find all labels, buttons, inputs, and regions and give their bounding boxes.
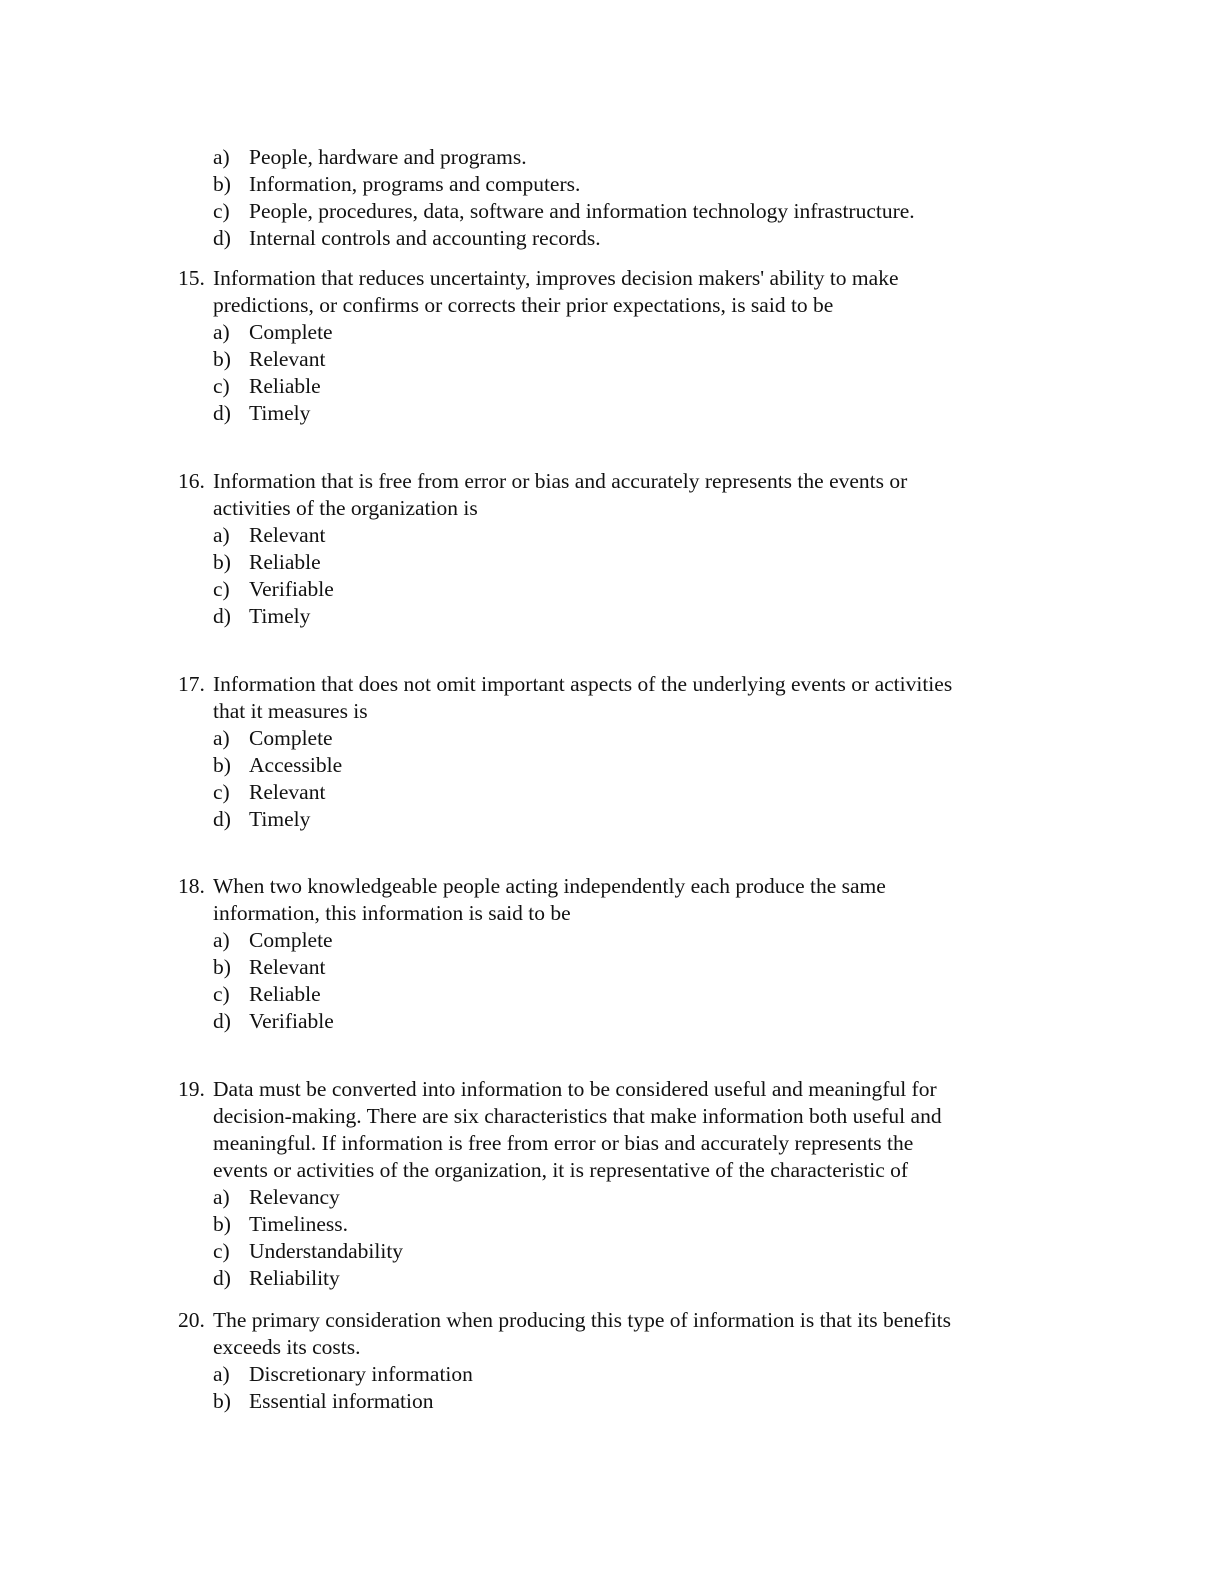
answer-option: [178, 171, 1038, 198]
option-text: Internal controls and accounting records.: [249, 226, 601, 250]
answer-option: [178, 144, 1038, 171]
option-text: Understandability: [249, 1239, 404, 1263]
option-letter: c): [213, 577, 230, 601]
question-text-line: events or activities of the organization, it is representative of the characteristic of: [213, 1158, 909, 1182]
question-text-line: Data must be converted into information to be considered useful and meaningful for: [213, 1077, 937, 1101]
option-letter: c): [213, 374, 230, 398]
option-text: Reliable: [249, 374, 321, 398]
answer-option: [178, 779, 1038, 806]
option-letter: d): [213, 226, 231, 250]
option-text: Verifiable: [249, 1009, 334, 1033]
option-letter: d): [213, 604, 231, 628]
option-text: Reliability: [249, 1266, 340, 1290]
option-letter: c): [213, 1239, 230, 1263]
question-stem: [178, 873, 1038, 927]
option-text: Verifiable: [249, 577, 334, 601]
option-letter: c): [213, 198, 249, 225]
question-text-line: Information that does not omit important aspects of the underlying events or activities: [213, 672, 953, 696]
option-text: Complete: [249, 928, 333, 952]
option-text: Essential information: [249, 1389, 434, 1413]
option-letter: a): [213, 523, 230, 547]
option-letter: b): [213, 172, 231, 196]
option-letter: d): [213, 1008, 249, 1035]
option-letter: a): [213, 928, 230, 952]
option-text: Accessible: [249, 753, 343, 777]
question-number: 17.: [178, 672, 205, 696]
question-text-line: The primary consideration when producing this type of information is that its benefits: [213, 1308, 952, 1332]
option-text: Relevancy: [249, 1185, 340, 1209]
option-letter: a): [213, 1361, 249, 1388]
option-text: Relevant: [249, 523, 326, 547]
option-text: People, hardware and programs.: [249, 145, 527, 169]
answer-option: [178, 198, 1038, 225]
answer-option: [178, 1265, 1038, 1292]
answer-option: [178, 1361, 1038, 1388]
question-17: [178, 671, 1038, 833]
answer-option: [178, 225, 1038, 252]
question-number: 15.: [178, 266, 205, 290]
question-stem: [178, 1307, 1038, 1361]
question-text-line: meaningful. If information is free from error or bias and accurately represents the: [213, 1131, 914, 1155]
question-text-line: activities of the organization is: [213, 496, 478, 520]
answer-option: [178, 1238, 1038, 1265]
question-text-line: that it measures is: [213, 699, 368, 723]
answer-option: [178, 806, 1038, 833]
option-letter: d): [213, 1265, 249, 1292]
question-stem: [178, 1076, 1038, 1184]
answer-option: [178, 927, 1038, 954]
option-text: Relevant: [249, 347, 326, 371]
question-text-line: predictions, or confirms or corrects their prior expectations, is said to be: [213, 293, 834, 317]
answer-option: [178, 373, 1038, 400]
option-text: Timely: [249, 401, 311, 425]
option-letter: a): [213, 145, 230, 169]
option-letter: b): [213, 1212, 231, 1236]
question-19: [178, 1076, 1038, 1292]
answer-option: [178, 954, 1038, 981]
option-text: People, procedures, data, software and information technology infrastructure.: [249, 199, 915, 223]
question-text-line: Information that is free from error or bias and accurately represents the events or: [213, 469, 908, 493]
option-text: Timeliness.: [249, 1212, 348, 1236]
answer-option: [178, 1008, 1038, 1035]
question-text-line: decision-making. There are six characteristics that make information both useful and: [213, 1104, 942, 1128]
answer-option: [178, 752, 1038, 779]
question-14-options: [178, 144, 1038, 252]
answer-option: [178, 400, 1038, 427]
option-text: Complete: [249, 320, 333, 344]
question-16: [178, 468, 1038, 630]
answer-option: [178, 346, 1038, 373]
question-text-line: exceeds its costs.: [213, 1335, 361, 1359]
answer-option: [178, 725, 1038, 752]
option-letter: a): [213, 1185, 230, 1209]
question-stem: [178, 671, 1038, 725]
option-letter: b): [213, 549, 249, 576]
answer-option: [178, 522, 1038, 549]
question-20: [178, 1307, 1038, 1415]
option-text: Reliable: [249, 550, 321, 574]
option-text: Timely: [249, 604, 311, 628]
option-letter: b): [213, 955, 231, 979]
question-number: 20.: [178, 1308, 205, 1332]
option-text: Information, programs and computers.: [249, 172, 581, 196]
option-text: Complete: [249, 726, 333, 750]
answer-option: [178, 319, 1038, 346]
question-15: [178, 265, 1038, 427]
option-letter: b): [213, 1389, 231, 1413]
option-letter: a): [213, 725, 249, 752]
question-text-line: Information that reduces uncertainty, improves decision makers' ability to make: [213, 266, 899, 290]
option-letter: d): [213, 401, 231, 425]
answer-option: [178, 981, 1038, 1008]
question-stem: [178, 265, 1038, 319]
answer-option: [178, 603, 1038, 630]
option-letter: b): [213, 753, 231, 777]
option-text: Timely: [249, 807, 311, 831]
answer-option: [178, 1184, 1038, 1211]
option-text: Relevant: [249, 780, 326, 804]
question-number: 18.: [178, 874, 205, 898]
question-stem: [178, 468, 1038, 522]
answer-option: [178, 1211, 1038, 1238]
question-text-line: information, this information is said to be: [213, 901, 571, 925]
option-text: Discretionary information: [249, 1362, 473, 1386]
answer-option: [178, 549, 1038, 576]
option-letter: c): [213, 780, 230, 804]
question-text-line: When two knowledgeable people acting independently each produce the same: [213, 874, 886, 898]
question-18: [178, 873, 1038, 1035]
answer-option: [178, 576, 1038, 603]
question-number: 16.: [178, 469, 205, 493]
option-letter: c): [213, 982, 230, 1006]
option-text: Reliable: [249, 982, 321, 1006]
option-letter: b): [213, 346, 249, 373]
question-number: 19.: [178, 1077, 205, 1101]
answer-option: [178, 1388, 1038, 1415]
option-text: Relevant: [249, 955, 326, 979]
option-letter: d): [213, 807, 231, 831]
option-letter: a): [213, 320, 230, 344]
